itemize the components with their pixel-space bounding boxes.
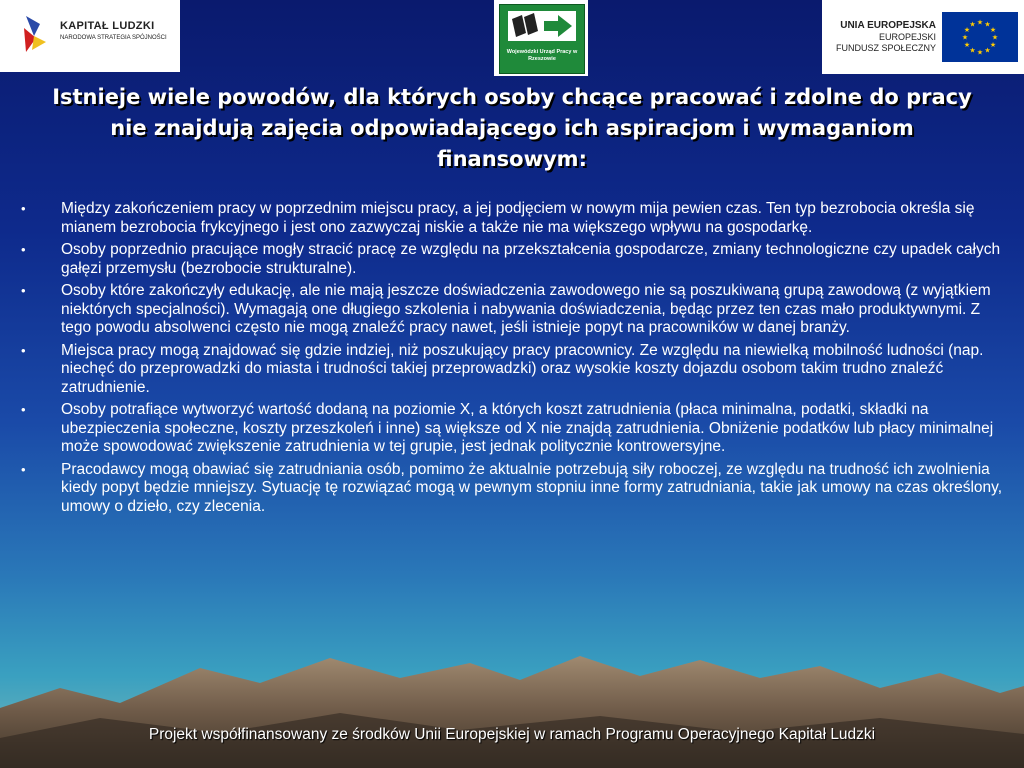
kapital-ludzki-logo <box>0 0 180 72</box>
eu-flag-icon <box>942 12 1018 62</box>
slide-title: Istnieje wiele powodów, dla których osoby chcące pracować i zdolne do pracy nie znajdują zajęcia odpowiadającego ich aspiracjom i wymaganiom finansowym: <box>52 85 972 171</box>
mountains-background <box>0 648 1024 768</box>
kapital-ludzki-star-icon <box>20 14 48 54</box>
bullet-icon: • <box>21 242 26 257</box>
list-item: • Pracodawcy mogą obawiać się zatrudniania osób, pomimo że aktualnie potrzebują siły roboczej, ze względu na trudność ich zwolnienia kiedy popyt będzie mniejszy. Sytuację tę rozwiązać mogą w pewnym stopniu inne formy zatrudniania, takie jak umowy na czas określony, umowy o dzieło, czy zlecenia. <box>21 460 1003 515</box>
eu-star-icon: ★ <box>991 34 999 42</box>
kapital-ludzki-title: KAPITAŁ LUDZKI <box>60 20 155 32</box>
footer-text: Projekt współfinansowany ze środków Unii Europejskiej w ramach Programu Operacyjnego Kapitał Ludzki <box>148 726 876 743</box>
list-item: • Miejsca pracy mogą znajdować się gdzie indziej, niż poszukujący pracy pracownicy. Ze względu na niewielką mobilność ludności (nap. niechęć do przeprowadzki do miasta i trudności takiej przeprowadzki) oraz wysokie koszty dojazdu osobom takim trudno znaleźć zatrudnienie. <box>21 341 984 396</box>
bullet-icon: • <box>21 402 26 417</box>
eu-star-icon: ★ <box>969 21 976 29</box>
wup-arrow-icon <box>508 11 576 41</box>
eu-star-icon: ★ <box>963 42 971 49</box>
bullet-icon: • <box>21 283 26 298</box>
eu-star-icon: ★ <box>989 27 997 34</box>
eu-star-icon: ★ <box>976 49 984 57</box>
list-item: • Między zakończeniem pracy w poprzednim miejscu pracy, a jej podjęciem w nowym mija pewien czas. Ten typ bezrobocia określa się mianem bezrobocia frykcyjnego i jest ono zazwyczaj niskie a także nie ma większego wpływu na gospodarkę. <box>21 200 975 236</box>
eu-star-icon: ★ <box>969 47 976 55</box>
eu-star-icon: ★ <box>989 42 997 49</box>
wup-logo-text: Wojewódzki Urząd Pracy w Rzeszowie <box>506 49 578 62</box>
eu-star-icon: ★ <box>984 21 991 29</box>
eu-star-icon: ★ <box>961 34 969 42</box>
bullet-icon: • <box>21 201 26 216</box>
wup-logo <box>494 0 588 76</box>
eu-logo-line1: UNIA EUROPEJSKA <box>840 20 936 31</box>
eu-star-icon: ★ <box>976 19 984 27</box>
eu-logo-line3: FUNDUSZ SPOŁECZNY <box>835 43 936 53</box>
eu-star-icon: ★ <box>984 47 991 55</box>
eu-logo-line2: EUROPEJSKI <box>878 32 936 42</box>
list-item: • Osoby które zakończyły edukację, ale nie mają jeszcze doświadczenia zawodowego nie są poszukiwaną grupą zawodową (z wyjątkiem niektórych specjalności). Wymagają one długiego szkolenia i nabywania doświadczenia, będąc przez ten czas mało produktywnymi. Z tego powodu absolwenci często nie mogą znaleźć pracy nawet, jeśli istnieje popyt na pracowników w danej branży. <box>21 282 991 336</box>
eu-logo <box>822 0 1024 74</box>
kapital-ludzki-subtitle: NARODOWA STRATEGIA SPÓJNOŚCI <box>60 35 167 41</box>
bullet-list <box>18 200 1008 520</box>
list-item: • Osoby potrafiące wytworzyć wartość dodaną na poziomie X, a których koszt zatrudnienia (płaca minimalna, podatki, składki na ubezpieczenia społeczne, koszty przeszkoleń i inne) są większe od X nie znajdą zatrudnienia. Obniżenie podatków lub płacy minimalnej może spowodować zwiększenie zatrudnienia w tej grupie, jest jednak politycznie kontrowersyjne. <box>21 401 994 455</box>
bullet-icon: • <box>21 461 26 477</box>
bullet-icon: • <box>21 342 26 358</box>
eu-star-icon: ★ <box>963 27 971 34</box>
list-item: • Osoby poprzednio pracujące mogły stracić pracę ze względu na przekształcenia gospodarcze, zmiany technologiczne czy upadek całych gałęzi przemysłu (bezrobocie strukturalne). <box>21 241 1001 277</box>
